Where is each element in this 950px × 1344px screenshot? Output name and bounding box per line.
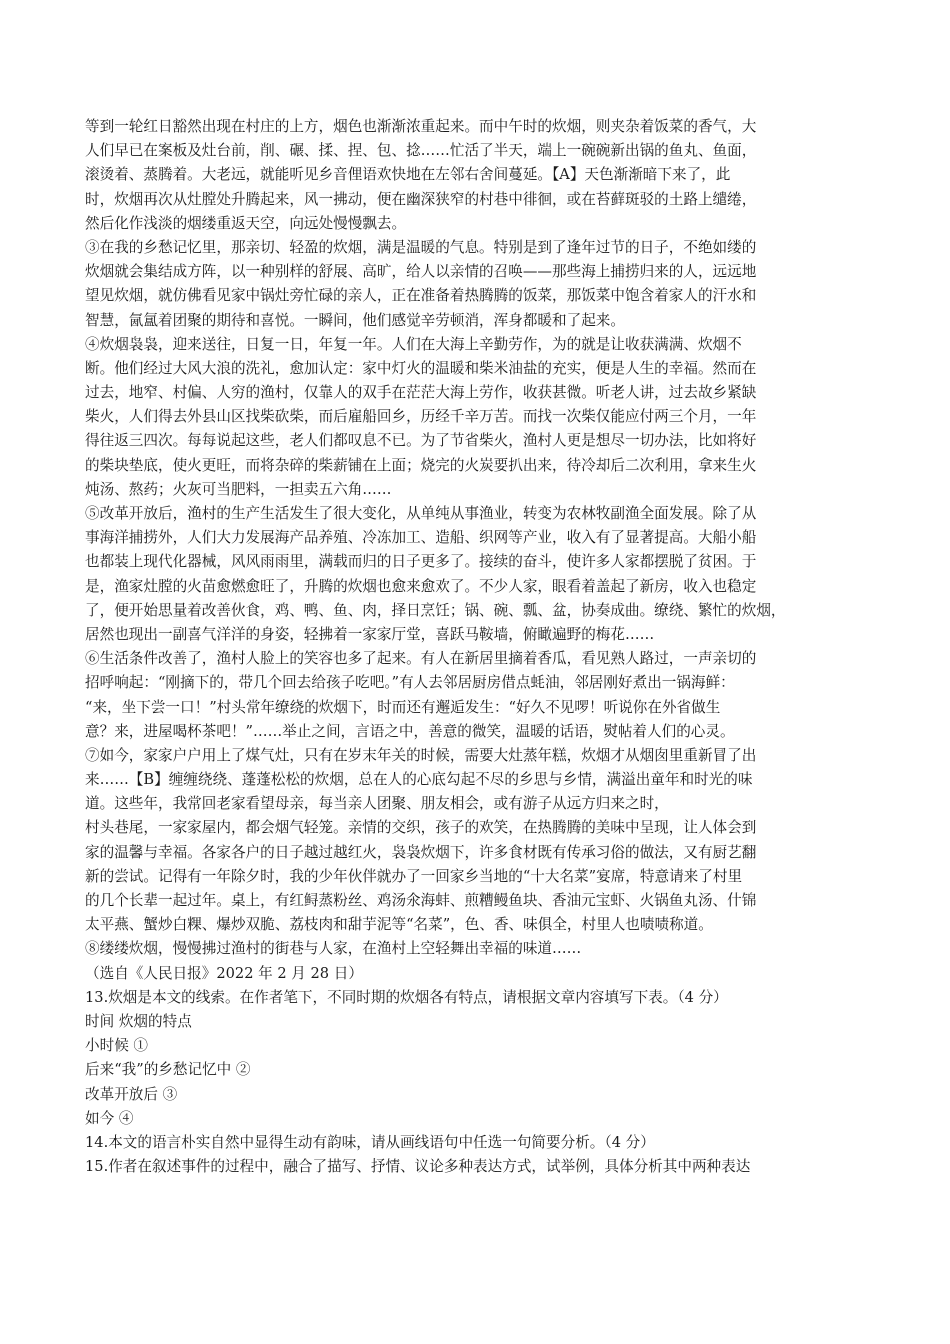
paragraph-5-start: ⑤改革开放后，渔村的生产生活发生了很大变化，从单纯从事渔业，转变为农林牧副渔全面发展。除了从 (85, 505, 757, 522)
document-page (85, 115, 865, 1179)
text-line: 的柴块垫底，使火更旺，而将杂碎的柴薪铺在上面；烧完的火炭要扒出来，待冷却后二次利用，拿来生火 (85, 456, 757, 474)
table-header-row: 时间 炊烟的特点 (85, 1012, 192, 1030)
table-row: 改革开放后 ③ (85, 1085, 178, 1103)
source-citation: （选自《人民日报》2022 年 2 月 28 日） (85, 964, 363, 982)
text-line: 村头巷尾，一家家屋内，都会烟气轻笼。亲情的交织，孩子的欢笑，在热腾腾的美味中呈现，让人体会到 (85, 819, 757, 837)
text-line: 炊烟就会集结成方阵，以一种别样的舒展、高旷，给人以亲情的召唤——那些海上捕捞归来的人，远远地 (85, 263, 757, 281)
question-15: 15.作者在叙述事件的过程中，融合了描写、抒情、议论多种表达方式，试举例，具体分析其中两种表达 (85, 1158, 751, 1176)
text-line: 事海洋捕捞外，人们大力发展海产品养殖、冷冻加工、造船、织网等产业，收入有了显著提高。大船小船 (85, 529, 757, 547)
table-row: 小时候 ① (85, 1037, 149, 1055)
text-line: 家的温馨与幸福。各家各户的日子越过越红火，袅袅炊烟下，许多食材既有传承习俗的做法，又有厨艺翻 (85, 843, 757, 861)
table-row: 如今 ④ (85, 1109, 134, 1127)
text-line: 然后化作浅淡的烟缕重返天空，向远处慢慢飘去。 (85, 214, 407, 232)
text-line: 过去，地窄、村偏、人穷的渔村，仅靠人的双手在茫茫大海上劳作，收获甚微。听老人讲，过去故乡紧缺 (85, 384, 757, 402)
text-line: 居然也现出一副喜气洋洋的身姿，轻拂着一家家厅堂，喜跃马鞍墙，俯瞰遍野的梅花…… (85, 625, 655, 643)
paragraph-6-start: ⑥生活条件改善了，渔村人脸上的笑容也多了起来。有人在新居里摘着香瓜，看见熟人路过，一声亲切的 (85, 650, 757, 668)
text-line: 太平燕、蟹炒白粿、爆炒双脆、荔枝肉和甜芋泥等“名菜”，色、香、味俱全，村里人也啧啧称道。 (85, 916, 713, 934)
paragraph-3-start: ③在我的乡愁记忆里，那亲切、轻盈的炊烟，满是温暖的气息。特别是到了逢年过节的日子，不绝如缕的 (85, 238, 757, 256)
text-line: 招呼响起：“刚摘下的，带几个回去给孩子吃吧。”有人去邻居厨房借点蚝油，邻居刚好煮出一锅海鲜： (85, 674, 735, 692)
question-14: 14.本文的语言朴实自然中显得生动有韵味，请从画线语句中任选一句简要分析。（4 分） (85, 1133, 655, 1151)
paragraph-8-start: ⑧缕缕炊烟，慢慢拂过渔村的街巷与人家，在渔村上空轻舞出幸福的味道…… (85, 940, 582, 958)
table-row: 后来“我”的乡愁记忆中 ② (85, 1061, 251, 1079)
paragraph-7-start: ⑦如今，家家户户用上了煤气灶，只有在岁末年关的时候，需要大灶蒸年糕，炊烟才从烟囱里重新冒了出 (85, 746, 757, 764)
text-line: 等到一轮红日豁然出现在村庄的上方，烟色也渐渐浓重起来。而中午时的炊烟，则夹杂着饭菜的香气，大 (85, 118, 757, 135)
text-line: 意？来，进屋喝杯茶吧！”……举止之间，言语之中，善意的微笑，温暖的话语，熨帖着人们的心灵。 (85, 722, 735, 740)
text-line: 炖汤、熬药；火灰可当肥料，一担卖五六角…… (85, 480, 392, 498)
text-line: 滚烫着、蒸腾着。大老远，就能听见乡音俚语欢快地在左邻右舍间蔓延。【A】天色渐渐暗下来了，此 (85, 166, 731, 184)
text-line: 得往返三四次。每每说起这些，老人们都叹息不已。为了节省柴火，渔村人更是想尽一切办法，比如将好 (85, 432, 757, 450)
text-line: 道。这些年，我常回老家看望母亲，每当亲人团聚、朋友相会，或有游子从远方归来之时， (85, 795, 669, 813)
text-line: 时，炊烟再次从灶膛处升腾起来，风一拂动，便在幽深狭窄的村巷中徘徊，或在苔藓斑驳的土路上缱绻， (85, 190, 757, 208)
text-line: 也都装上现代化器械，风风雨雨里，满载而归的日子更多了。接续的奋斗，使许多人家都摆脱了贫困。于 (85, 553, 757, 571)
text-line: 智慧，氤氲着团聚的期待和喜悦。一瞬间，他们感觉辛劳顿消，浑身都暖和了起来。 (85, 311, 625, 329)
text-line: 了，便开始思量着改善伙食，鸡、鸭、鱼、肉，择日烹饪；锅、碗、瓢、盆，协奏成曲。缭绕、繁忙的炊烟， (85, 601, 786, 619)
paragraph-4-start: ④炊烟袅袅，迎来送往，日复一日，年复一年。人们在大海上辛勤劳作，为的就是让收获满满、炊烟不 (85, 335, 742, 353)
text-line: 望见炊烟，就仿佛看见家中锅灶旁忙碌的亲人，正在准备着热腾腾的饭菜，那饭菜中饱含着家人的汗水和 (85, 287, 757, 305)
text-line: 来……【B】缠缠绕绕、蓬蓬松松的炊烟，总在人的心底勾起不尽的乡思与乡情，满溢出童年和时光的味 (85, 771, 753, 789)
text-line: 新的尝试。记得有一年除夕时，我的少年伙伴就办了一回家乡当地的“十大名菜”宴席，特意请来了村里 (85, 867, 743, 885)
question-13: 13.炊烟是本文的线索。在作者笔下，不同时期的炊烟各有特点，请根据文章内容填写下表。（4 分） (85, 988, 728, 1006)
text-line: “来，坐下尝一口！”村头常年缭绕的炊烟下，时而还有邂逅发生：“好久不见啰！听说你在外省做生 (85, 698, 721, 716)
text-line: 是，渔家灶膛的火苗愈燃愈旺了，升腾的炊烟也愈来愈欢了。不少人家，眼看着盖起了新房，收入也稳定 (85, 577, 757, 595)
text-line: 柴火，人们得去外县山区找柴砍柴，而后雇船回乡，历经千辛万苦。而找一次柴仅能应付两三个月，一年 (85, 408, 757, 426)
text-line: 断。他们经过大风大浪的洗礼，愈加认定：家中灯火的温暖和柴米油盐的充实，便是人生的幸福。然而在 (85, 359, 757, 377)
text-line: 的几个长辈一起过年。桌上，有红鲟蒸粉丝、鸡汤氽海蚌、煎糟鳗鱼块、香油元宝虾、火锅鱼丸汤、什锦 (85, 892, 757, 909)
text-line: 人们早已在案板及灶台前，削、碾、揉、捏、包、捻……忙活了半天，端上一碗碗新出锅的鱼丸、鱼面， (85, 142, 757, 160)
